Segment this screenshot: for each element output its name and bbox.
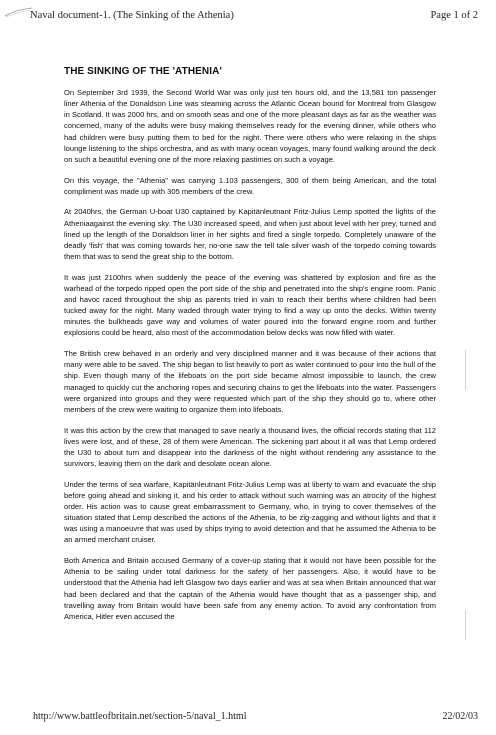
print-date: 22/02/03 (442, 711, 478, 722)
article-paragraph: At 2040hrs, the German U-boat U30 captained by Kapitänleutnant Fritz-Julius Lemp spotted the lights of the Atheniaagainst the evening sky. The U30 increased speed, and when just about level with her prey, turned and lined up the length of the Donaldson liner in her sights and fired a single torpedo. Completely unaware of the deadly 'fish' that was coming towards her, no-one saw the tell tale silver wash of the torpedo coming towards them that was to send the great ship to the bottom. (64, 207, 436, 262)
scan-margin-mark (465, 350, 466, 390)
article-paragraph: The British crew behaved in an orderly and very disciplined manner and it was because of their actions that many were able to be saved. The ship began to list heavily to port as water continued to pour into the hull of the ship. Even though many of the lifeboats on the port side became almost impossible to launch, the crew managed to quickly cut the anchoring ropes and securing chains to get the lifeboats into the water. Passengers were organized into groups and they were requested which part of the ship they should go to, where other members of the crew were waiting to organize them into lifeboats. (64, 349, 436, 414)
article-heading: THE SINKING OF THE 'ATHENIA' (64, 66, 222, 77)
document-header-title: Naval document-1. (The Sinking of the Athenia) (30, 10, 234, 21)
scan-margin-mark (465, 610, 466, 640)
article-paragraph: Both America and Britain accused Germany of a cover-up stating that it would not have been possible for the Athenia to be sailing under total darkness for the safety of her passengers. Also, it would have to be understood that the Athenia had left Glasgow two days earlier and was at sea when Britain announced that war had been declared and that the captain of the Athenia would have thought that as a passenger ship, and travelling away from Britain would have been safe from any enemy action. To avoid any confrontation from America, Hitler even accused the (64, 556, 436, 621)
article-paragraph: On September 3rd 1939, the Second World War was only just ten hours old, and the 13,581 ton passenger liner Athenia of the Donaldson Line was steaming across the Atlantic Ocean bound for Montreal from Glasgow in Scotland. It was 2000 hrs, and on smooth seas and one of the more pleasant days as far as the weather was concerned, many of the adults were busy making themselves ready for the evening dinner, while others who had children were busy putting them to bed for the night. There were others who were relaxing in the ships lounge listening to the ships orchestra, and as with many ocean voyages, many found walking around the deck on such a beautiful evening one of the more relaxing pastimes on such a voyage. (64, 88, 436, 164)
article-paragraph: It was just 2100hrs when suddenly the peace of the evening was shattered by explosion and fire as the warhead of the torpedo ripped open the port side of the ship and penetrated into the ship's engine room. Panic and havoc raced throughout the ship as parents tried in vain to reach their berths where children had been tucked away for the night. Many waded through water trying to find a way up onto the decks. Within twenty minutes the bulkheads gave way and volumes of water poured into the forward engine room and further explosions could be heard, also most of the accommodation below decks was now filled with water. (64, 272, 436, 338)
article-paragraph: It was this action by the crew that managed to save nearly a thousand lives, the official records stating that 112 lives were lost, and of these, 28 of them were American. The sickening part about it all was that Lemp ordered the U30 to about turn and disappear into the darkness of the night without rendering any assistance to the survivors, leaving them on the dark and desolate ocean alone. (64, 425, 436, 469)
article-paragraph: Under the terms of sea warfare, Kapitänleutnant Fritz-Julius Lemp was at liberty to warn and evacuate the ship before going ahead and sinking it, and his order to attack without such warning was an atrocity of the highest order. His action was to cause great embarrassment to Germany, who, in trying to cover themselves of the situation stated that Lemp described the actions of the Athenia, to be zig-zagging and without lights and that it was using a manoeuvre that was used by ships trying to avoid detection and that he assumed the Athenia to be an armed merchant cruiser. (64, 479, 436, 545)
article-paragraph: On this voyage, the "Athenia" was carrying 1.103 passengers, 300 of them being American, and the total compliment was made up with 305 members of the crew. (64, 175, 436, 196)
source-url-link[interactable]: http://www.battleofbritain.net/section-5/naval_1.html (33, 711, 247, 722)
page-indicator: Page 1 of 2 (430, 10, 478, 21)
article-body (64, 66, 436, 632)
